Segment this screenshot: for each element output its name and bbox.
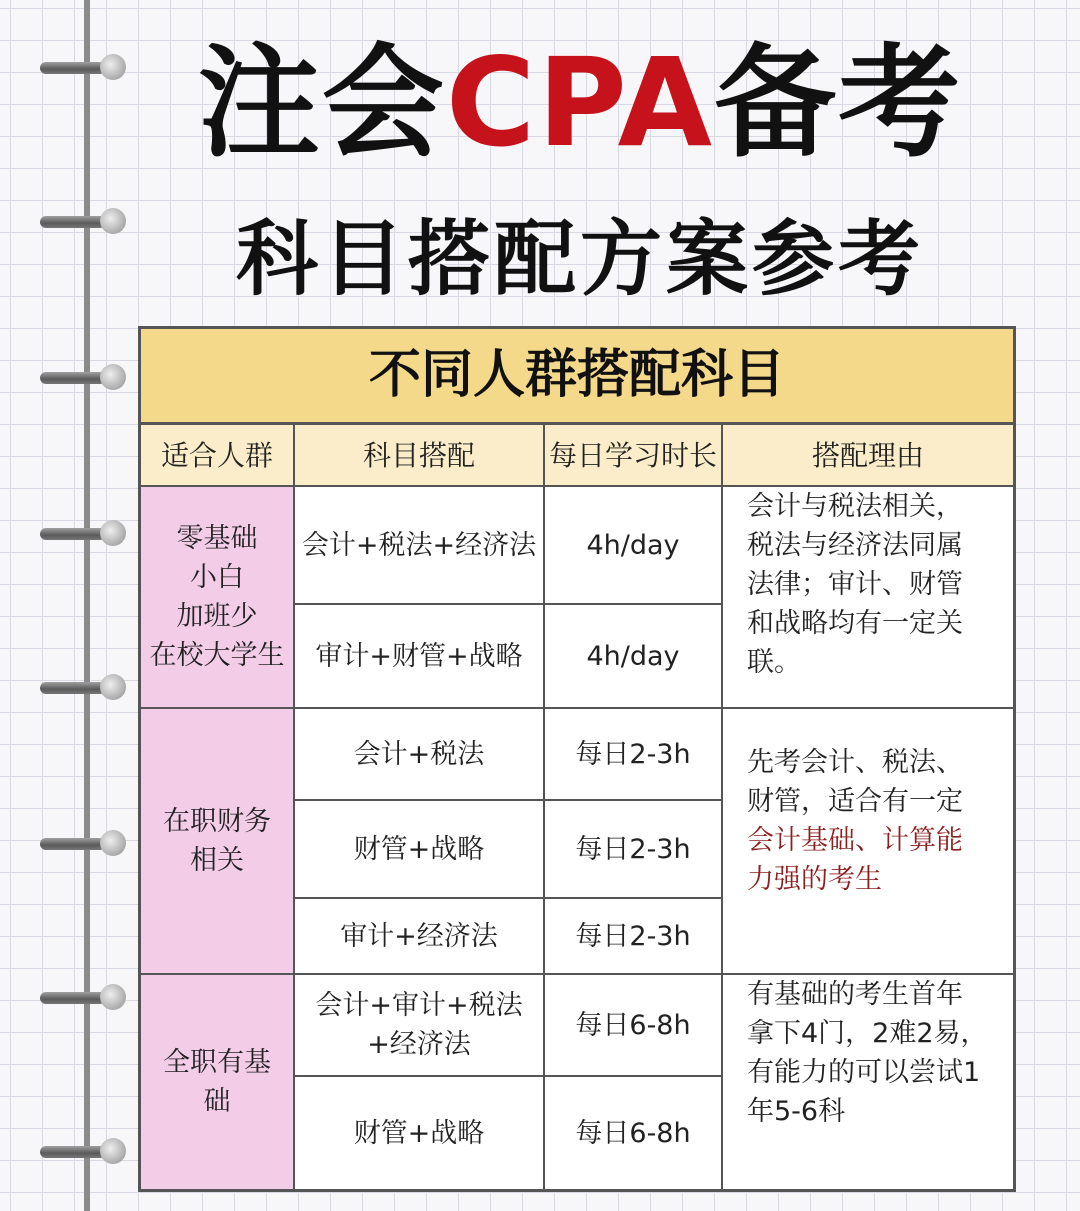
binder-ring <box>40 520 120 548</box>
hours-cell: 每日6-8h <box>545 975 723 1077</box>
hours-cell: 每日2-3h <box>545 899 723 975</box>
binder-ring <box>40 830 120 858</box>
subjects-cell: 审计+财管+战略 <box>295 605 545 709</box>
reason-cell: 有基础的考生首年 拿下4门，2难2易， 有能力的可以尝试1 年5-6科 <box>747 979 988 1127</box>
plan-table <box>138 326 1016 1192</box>
binder-line <box>84 0 90 1211</box>
column-header-subjects: 科目搭配 <box>295 425 545 487</box>
hours-cell: 每日6-8h <box>545 1077 723 1189</box>
table-title: 不同人群搭配科目 <box>141 329 1013 425</box>
reason-cell: 先考会计、税法、 财管，适合有一定 会计基础、计算能 力强的考生 <box>723 709 1013 975</box>
hours-cell: 4h/day <box>545 487 723 605</box>
group-cell-employed: 在职财务 相关 <box>141 709 295 975</box>
subjects-cell: 会计+税法 <box>295 709 545 801</box>
group-cell-beginner: 零基础 小白 加班少 在校大学生 <box>141 487 295 709</box>
page-subtitle: 科目搭配方案参考 <box>235 212 924 307</box>
subjects-cell: 审计+经济法 <box>295 899 545 975</box>
subjects-cell: 会计+审计+税法 +经济法 <box>295 975 545 1077</box>
subjects-cell: 会计+税法+经济法 <box>295 487 545 605</box>
group-cell-fulltime: 全职有基 础 <box>141 975 295 1189</box>
column-header-hours: 每日学习时长 <box>545 425 723 487</box>
binder-ring <box>40 674 120 702</box>
page-title: 注会CPA备考 <box>197 32 963 174</box>
binder-ring <box>40 984 120 1012</box>
subjects-cell: 财管+战略 <box>295 1077 545 1189</box>
column-header-group: 适合人群 <box>141 425 295 487</box>
hours-cell: 每日2-3h <box>545 709 723 801</box>
hours-cell: 4h/day <box>545 605 723 709</box>
subjects-cell: 财管+战略 <box>295 801 545 899</box>
column-header-reason: 搭配理由 <box>723 425 1013 487</box>
binder-ring <box>40 1138 120 1166</box>
hours-cell: 每日2-3h <box>545 801 723 899</box>
reason-cell: 会计与税法相关， 税法与经济法同属 法律；审计、财管 和战略均有一定关 联。 <box>723 487 1013 709</box>
binder-ring <box>40 208 120 236</box>
binder-ring <box>40 364 120 392</box>
